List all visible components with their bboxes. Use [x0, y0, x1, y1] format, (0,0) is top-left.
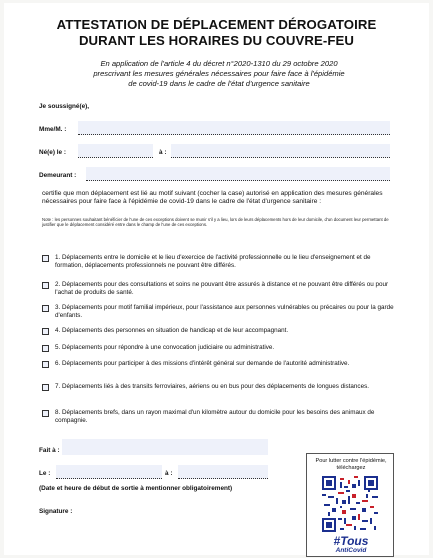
legal-reference-line1: En application de l'article 4 du décret n°2020-1310 du 29 octobre 2020	[100, 59, 338, 68]
document-title-line1: ATTESTATION DE DÉPLACEMENT DÉROGATOIRE	[56, 17, 377, 32]
reason-label: 3. Déplacements pour motif familial impérieux, pour l'assistance aux personnes vulnérables ou précaires ou pour la garde d'enfants.	[55, 304, 394, 320]
fait-field[interactable]	[62, 439, 268, 455]
reason-label: 1. Déplacements entre le domicile et le lieu d'exercice de l'activité professionnelle ou le lieu d'enseignement et de formation, déplacements professionnels ne pouvant être différés.	[55, 254, 371, 270]
birth-place-dotted-line	[171, 150, 390, 158]
tousanticovid-panel[interactable]	[306, 453, 394, 557]
birth-date-label: Né(e) le :	[39, 149, 66, 156]
qr-panel-text: Pour lutter contre l'épidémie, téléchargez	[315, 458, 387, 471]
reason-label: 2. Déplacements pour des consultations et soins ne pouvant être assurés à distance et ne pouvant être différés ou pour l'achat de produits de santé.	[55, 281, 389, 297]
legal-reference-line2: prescrivant les mesures générales nécessaires pour faire face à l'épidémie	[93, 69, 345, 78]
reason-checkbox[interactable]	[42, 255, 49, 262]
reason-label: 7. Déplacements liés à des transits ferroviaires, aériens ou en bus pour des déplacements de longues distances.	[55, 383, 369, 390]
soussigne-label: Je soussigné(e),	[39, 103, 90, 110]
date-label: Le :	[39, 470, 51, 477]
address-label: Demeurant :	[39, 172, 77, 179]
document-title-line2: DURANT LES HORAIRES DU COUVRE-FEU	[78, 33, 355, 48]
date-time-note: (Date et heure de début de sortie à mentionner obligatoirement)	[39, 485, 233, 492]
birth-date-dotted-line	[78, 150, 153, 158]
date-dotted-line	[56, 471, 162, 479]
reason-label: 5. Déplacements pour répondre à une convocation judiciaire ou administrative.	[55, 344, 275, 351]
name-dotted-line	[78, 127, 390, 135]
name-label: Mme/M. :	[39, 126, 67, 133]
tousanticovid-logo-subtitle: AntiCovid	[335, 547, 367, 554]
reason-checkbox[interactable]	[42, 345, 49, 352]
time-dotted-line	[178, 471, 268, 479]
reason-label: 8. Déplacements brefs, dans un rayon maximal d'un kilomètre autour du domicile pour les besoins des animaux de compagnie.	[55, 409, 375, 425]
attestation-page	[4, 3, 429, 555]
reason-checkbox[interactable]	[42, 305, 49, 312]
reason-checkbox[interactable]	[42, 361, 49, 368]
reason-checkbox[interactable]	[42, 328, 49, 335]
birth-place-label: à :	[159, 149, 167, 156]
reason-label: 6. Déplacements pour participer à des missions d'intérêt général sur demande de l'autorité administrative.	[55, 360, 350, 367]
reason-checkbox[interactable]	[42, 384, 49, 391]
address-dotted-line	[86, 173, 390, 181]
signature-label: Signature :	[39, 508, 73, 515]
reason-checkbox[interactable]	[42, 282, 49, 289]
reason-label: 4. Déplacements des personnes en situation de handicap et de leur accompagnant.	[55, 327, 289, 334]
tousanticovid-logo: #Tous	[333, 534, 369, 548]
qr-code-icon[interactable]	[322, 476, 378, 532]
legal-note: Note : les personnes souhaitant bénéficier de l'une de ces exceptions doivent se munir s'il y a lieu, lors de leurs déplacements hors de leur domicile, d'un document leur permettant de justifier que le déplacement considéré entre dans le champ de l'une de ces exceptions.	[42, 217, 389, 228]
fait-label: Fait à :	[39, 447, 60, 454]
fait-value	[62, 447, 65, 454]
reason-checkbox[interactable]	[42, 410, 49, 417]
legal-reference-line3: de covid-19 dans le cadre de l'état d'urgence sanitaire	[128, 79, 310, 88]
certification-text: certifie que mon déplacement est lié au motif suivant (cocher la case) autorisé en application des mesures générales nécessaires pour faire face à l'épidémie de covid-19 dans le cadre de l'état d'urgence sanitaire :	[42, 190, 383, 206]
time-label: à :	[165, 470, 173, 477]
